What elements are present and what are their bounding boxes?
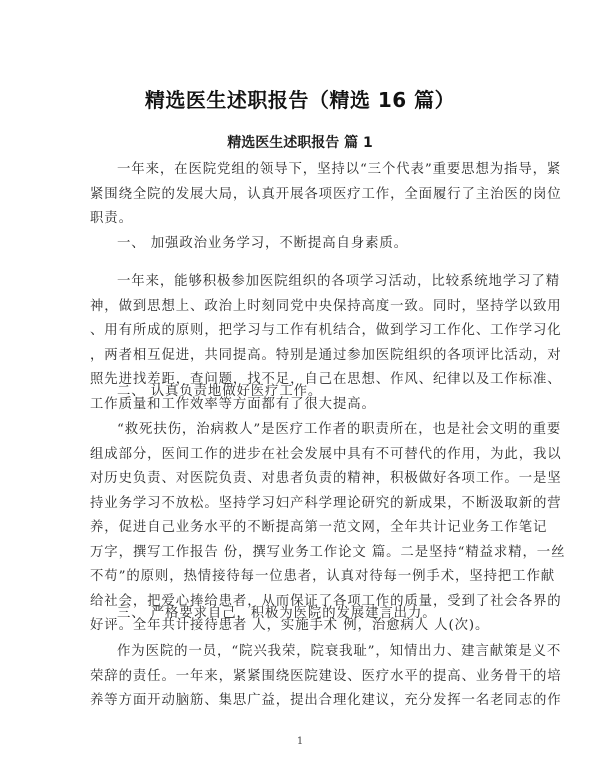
section-heading-3	[90, 602, 510, 627]
section-heading-2	[90, 380, 510, 405]
text-line: 神，做到思想上、政治上时刻同党中央保持高度一致。同时，坚持学以致用	[90, 298, 562, 314]
text-line: 职责。	[90, 211, 133, 226]
text-line: 、用有所成的原则，把学习与工作有机结合，做到学习工作化、工作学习化	[90, 323, 562, 338]
text-line: 照先进找差距，查问题，找不足，自己在思想、作风、纪律以及工作标准、	[90, 372, 562, 387]
text-line: 工作质量和工作效率等方面都有了很大提高。	[90, 396, 376, 412]
text-line: 作为医院的一员，“院兴我荣，院衰我耻”，知情出力、建言献策是义不	[117, 644, 562, 659]
paragraph-suggestions	[90, 640, 562, 714]
text-line: 持业务学习不放松。坚持学习妇产科学理论研究的新成果，不断汲取新的营	[90, 495, 562, 511]
text-line: 给社会，把爱心捧给患者，从而保证了各项工作的质量，受到了社会各界的	[90, 593, 562, 609]
section-title: 精选医生述职报告 篇 1	[227, 135, 373, 151]
section-heading-1	[90, 232, 510, 257]
text-line: 万字，撰写工作报告 份，撰写业务工作论文 篇。二是坚持“精益求精，一丝	[90, 544, 566, 560]
heading-text: 三、 严格要求自己，积极为医院的发展建言出力。	[117, 606, 437, 621]
text-line: “救死扶伤，治病救人”是医疗工作者的职责所在，也是社会文明的重要	[117, 422, 562, 437]
text-line: 紧围绕全院的发展大局，认真开展各项医疗工作，全面履行了主治医的岗位	[90, 186, 562, 202]
text-line: 荣辞的责任。一年来，紧紧围绕医院建设、医疗水平的提高、业务骨干的培	[90, 668, 562, 684]
text-line: 养等方面开动脑筋、集思广益，提出合理化建议，充分发挥一名老同志的作	[90, 693, 562, 708]
text-line: 不苟”的原则，热情接待每一位患者，认真对待每一例手术，坚持把工作献	[90, 569, 556, 584]
text-line: 组成部分，医间工作的进步在社会发展中具有不可替代的作用，为此，我以	[90, 446, 562, 462]
page-number: 1	[296, 736, 304, 747]
text-line: 养，促进自己业务水平的不断提高第一范文网，全年共计记业务工作笔记	[90, 520, 548, 535]
text-line: 一年来，能够积极参加医院组织的各项学习活动，比较系统地学习了精	[117, 274, 561, 289]
paragraph-intro	[90, 158, 562, 232]
heading-text: 二、 认真负责地做好医疗工作。	[117, 384, 323, 399]
heading-text: 一、 加强政治业务学习，不断提高自身素质。	[117, 236, 408, 251]
text-line: ，两者相互促进，共同提高。特别是通过参加医院组织的各项评比活动，对	[90, 347, 562, 363]
text-line: 一年来，在医院党组的领导下，坚持以“三个代表”重要思想为指导，紧	[117, 162, 562, 177]
text-line: 好评。全年共计接待患者 人，实施手术 例，治愈病人 人(次)。	[90, 618, 490, 633]
text-line: 对历史负责、对医院负责、对患者负责的精神，积极做好各项工作。一是坚	[90, 471, 562, 486]
document-title: 精选医生述职报告（精选 16 篇）	[144, 88, 456, 112]
